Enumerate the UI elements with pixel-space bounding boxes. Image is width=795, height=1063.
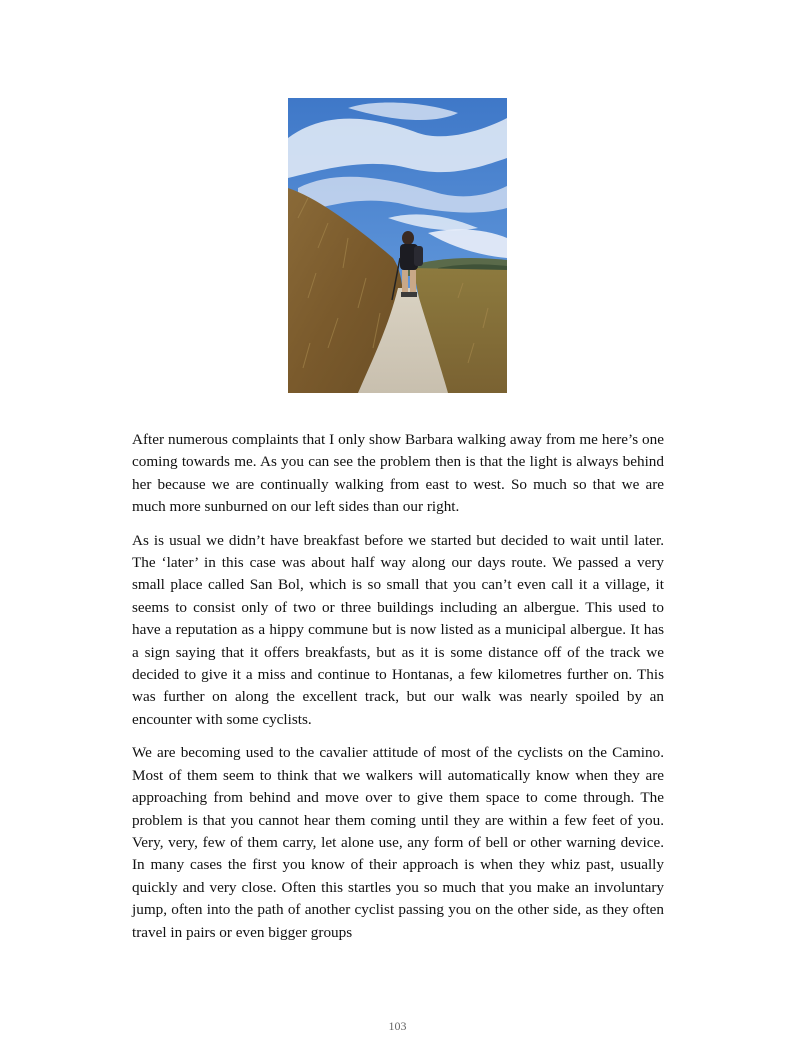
walker-photo [288,98,507,393]
paragraph-2: As is usual we didn’t have breakfast before we started but decided to wait until later. The ‘later’ in this case was about half way along our days route. We passed a very small place called San Bol, which is so small that you can’t even call it a village, it seems to consist only of two or three buildings including an albergue. This used to have a reputation as a hippy commune but is now listed as a municipal albergue. It has a sign saying that it offers breakfasts, but as it is some distance off of the track we decided to give it a miss and continue to Hontanas, a few kilometres further on. This was further on along the excellent track, but our walk was nearly spoiled by an encounter with some cyclists. [132,531,664,728]
paragraph-1: After numerous complaints that I only show Barbara walking away from me here’s one coming towards me. As you can see the problem then is that the light is always behind her because we are continually walking from east to west. So much so that we are much more sunburned on our left sides than our right. [132,431,664,516]
page-number: 103 [388,1019,407,1033]
paragraph-3: We are becoming used to the cavalier attitude of most of the cyclists on the Camino. Most of them seem to think that we walkers will automatically know when they are approaching from behind and move over to give them space to come through. The problem is that you cannot hear them coming until they are within a few feet of you. Very, very, few of them carry, let alone use, any form of bell or other warning device. In many cases the first you know of their approach is when they whiz past, usually quickly and very close. Often this startles you so much that you make an involuntary jump, often into the path of another cyclist passing you on the other side, as they often travel in pairs or even bigger groups [132,744,664,941]
body-text [132,429,664,955]
walker-photo-illustration [288,98,507,393]
